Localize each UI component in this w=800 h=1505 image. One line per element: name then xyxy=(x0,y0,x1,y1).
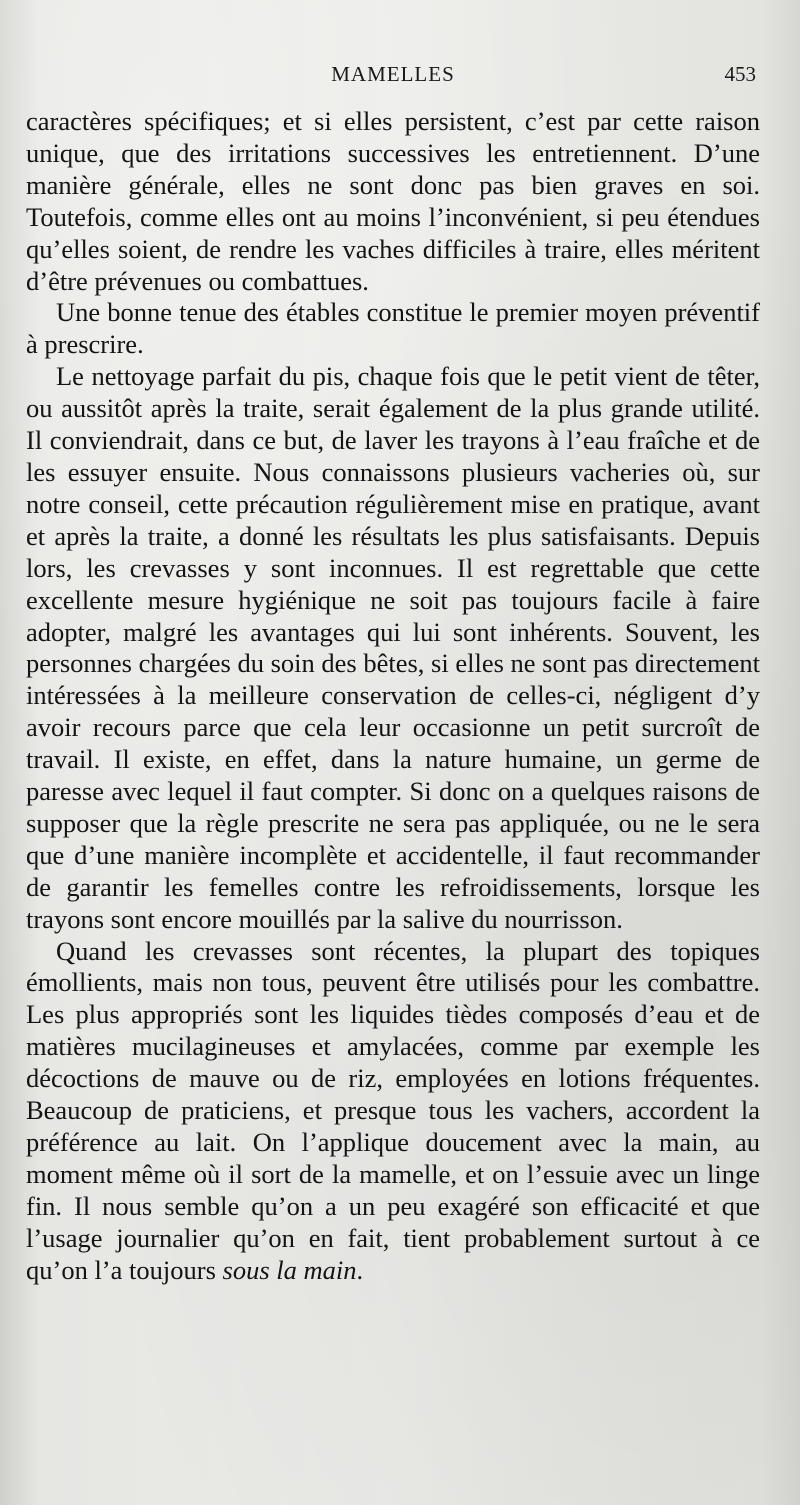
paragraph-1: caractères spécifiques; et si elles persistent, c’est par cette raison unique, que des irritations successives les entretiennent. D’une manière générale, elles ne sont donc pas bien graves en soi. Toutefois, comme elles ont au moins l’inconvénient, si peu étendues qu’elles soient, de rendre les vaches difficiles à traire, elles méritent d’être prévenues ou combattues. xyxy=(26,106,760,296)
paragraph-2: Une bonne tenue des étables constitue le premier moyen préventif à prescrire. xyxy=(26,297,760,360)
body-text xyxy=(26,106,760,1287)
italic-phrase: sous la main xyxy=(222,1254,357,1285)
paragraph-4-end: . xyxy=(356,1254,364,1285)
paragraph-3: Le nettoyage parfait du pis, chaque fois que le petit vient de têter, ou aussitôt après la traite, serait également de la plus grande utilité. Il conviendrait, dans ce but, de laver les trayons à l’eau fraîche et de les essuyer ensuite. Nous connaissons plusieurs vacheries où, sur notre conseil, cette précaution régulièrement mise en pratique, avant et après la traite, a donné les résultats les plus satisfaisants. Depuis lors, les crevasses y sont inconnues. Il est regrettable que cette excellente mesure hygiénique ne soit pas toujours facile à faire adopter, malgré les avantages qui lui sont inhérents. Souvent, les personnes chargées du soin des bêtes, si elles ne sont pas directement intéressées à la meilleure conservation de celles-ci, négligent d’y avoir recours parce que cela leur occasionne un petit surcroît de travail. Il existe, en effet, dans la nature humaine, un germe de paresse avec lequel il faut compter. Si donc on a quelques raisons de supposer que la règle prescrite ne sera pas appliquée, ou ne le sera que d’une manière incomplète et accidentelle, il faut recommander de garantir les femelles contre les refroidissements, lorsque les trayons sont encore mouillés par la salive du nourrisson. xyxy=(26,361,760,934)
paragraph-4 xyxy=(26,936,760,1287)
page-header xyxy=(30,62,756,96)
running-title: MAMELLES xyxy=(331,62,455,86)
page-number: 453 xyxy=(724,62,756,86)
paragraph-4-text: Quand les crevasses sont récentes, la plupart des topiques émollients, mais non tous, peuvent être utilisés pour les combattre. Les plus appropriés sont les liquides tièdes composés d’eau et de matières mucilagineuses et amylacées, comme par exemple les décoctions de mauve ou de riz, employées en lotions fréquentes. Beaucoup de praticiens, et presque tous les vachers, accordent la préférence au lait. On l’applique doucement avec la main, au moment même où il sort de la mamelle, et on l’essuie avec un linge fin. Il nous semble qu’on a un peu exagéré son efficacité et que l’usage journalier qu’on en fait, tient probablement surtout à ce qu’on l’a toujours xyxy=(26,935,760,1285)
